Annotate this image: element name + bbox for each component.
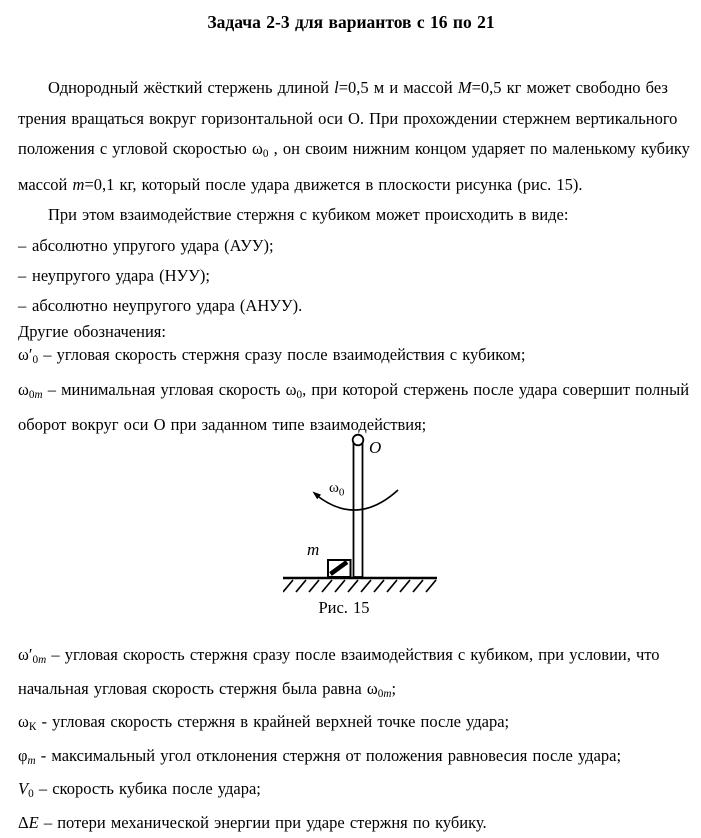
text-run: , при которой стержень после удара совершит полный [302,379,690,399]
text-line [18,104,701,135]
definition-line [18,641,701,675]
impact-type-text [32,266,210,285]
definition-line [18,775,701,809]
text-run: Δ [18,813,29,833]
definition-line [18,742,701,776]
text-run: массой [18,174,73,194]
omega0-label: $\omega_0$ [329,479,345,499]
definition-line [18,809,701,838]
list-dash: – [18,295,27,315]
text-run: 0 [296,388,303,401]
figure-15 [283,432,441,616]
definitions-above-figure [18,340,701,440]
text-run: абсолютно упругого удара (АУУ); [32,235,274,255]
text-run: абсолютно неупругого удара (АНУУ). [32,295,303,315]
text-run: начальная угловая скорость стержня была равна [18,678,367,698]
text-run: - угловая скорость стержня в крайней верхней точке после удара; [36,712,510,732]
text-run: ω [366,678,378,698]
text-run: l [334,78,339,97]
text-run: оборот вокруг оси О при заданном типе взаимодействия; [18,414,427,434]
text-run: m [34,388,43,401]
text-run: ; [391,678,397,698]
definition-line [18,340,701,375]
impact-type-item [18,231,701,261]
text-run: При этом взаимодействие стержня с кубиком может происходить в виде: [48,205,569,225]
text-line [18,73,701,104]
text-run: – угловая скорость стержня сразу после взаимодействия с кубиком, при условии, что [46,644,660,664]
text-run: , он своим нижним концом ударяет по маленькому кубику [268,139,690,158]
definition-line [18,375,701,410]
text-run: V [18,779,29,799]
text-run: ω′ [18,644,33,664]
text-run: неупругого удара (НУУ); [32,265,210,285]
definition-line [18,708,701,742]
text-run: E [28,813,39,833]
text-run: φ [18,745,28,765]
definition-line [18,675,701,709]
text-run: ω [252,139,263,158]
text-run: – скорость кубика после удара; [33,779,261,799]
text-run: m [72,174,85,194]
definitions-below-figure [18,641,701,838]
impact-types-list [18,231,701,321]
text-run: Другие обозначения: [18,321,166,341]
text-line [18,134,701,170]
text-run: 0 [262,148,269,161]
text-run: =0,1 кг, который после удара движется в плоскости рисунка (рис. 15). [84,174,583,194]
text-run: 0 [377,687,384,700]
impact-type-item [18,261,701,291]
text-run: - максимальный угол отклонения стержня от положения равновесия после удара; [35,745,622,765]
figure-caption: Рис. 15 [318,597,370,616]
pivot-circle [353,435,364,446]
list-dash: – [18,265,27,285]
rod-diagram [283,432,441,616]
text-run: 0 [28,788,34,801]
text-run: =0,5 кг может свободно без [471,78,668,97]
text-run: трения вращаться вокруг горизонтальной оси О. При прохождении стержнем вертикального [18,108,678,128]
text-run: M [457,78,472,97]
mass-label: m [307,539,320,559]
text-run: ω [285,379,297,399]
list-dash: – [18,235,27,255]
problem-statement [18,73,701,231]
text-run: К [28,721,37,734]
text-run: положения с угловой скоростью [18,139,252,158]
text-run: 0 [28,388,35,401]
text-run: 0 [32,654,39,667]
text-run: ω′ [18,344,33,364]
text-run: m [38,654,47,667]
text-run: – потери механической энергии при ударе стержня по кубику. [38,813,487,833]
impact-type-text [32,236,274,255]
impact-type-text [32,296,302,315]
ground-hatching [283,580,436,592]
text-line [18,170,701,201]
text-line [18,200,701,231]
text-run: Однородный жёсткий стержень длиной [48,78,335,97]
text-run: m [383,687,392,700]
text-run: m [27,754,36,767]
text-run: – минимальная угловая скорость [42,379,286,399]
text-run: ω [18,379,29,399]
pivot-label: O [369,437,382,457]
problem-title: Задача 2-3 для вариантов с 16 по 21 [207,12,495,32]
text-run: – угловая скорость стержня сразу после взаимодействия с кубиком; [38,344,526,364]
text-run: ω [18,712,29,732]
text-run: 0 [32,353,39,366]
text-run: =0,5 м и массой [338,78,458,97]
